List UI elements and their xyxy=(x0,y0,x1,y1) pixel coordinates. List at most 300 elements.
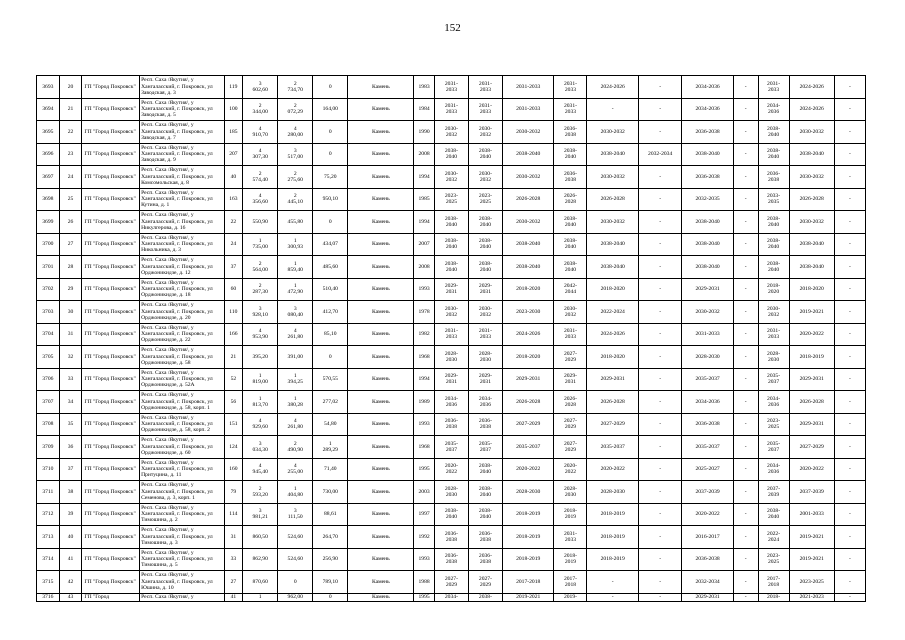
cell-organization: ГП "Город Покровск" xyxy=(82,571,140,594)
cell-row-number: 41 xyxy=(59,548,82,571)
cell-living-area: 2 445,10 xyxy=(278,188,313,211)
cell-wall-material: Камень xyxy=(348,481,414,504)
cell-period-9: 2038- 2040 xyxy=(758,256,789,279)
cell-organization: ГП "Город Покровск" xyxy=(82,211,140,234)
cell-period-4: 2027- 2029 xyxy=(554,436,587,459)
cell-apartments-count: 151 xyxy=(224,413,243,436)
cell-period-9: 2018- xyxy=(758,593,789,601)
cell-period-6: - xyxy=(639,368,682,391)
cell-address: Респ. Саха /Якутия/, у Хангаласский, г. Покровск, ул Заводская, д. 9 xyxy=(140,143,225,166)
cell-period-5: 2020-2022 xyxy=(587,458,639,481)
cell-address: Респ. Саха /Якутия/, у Хангаласский, г. Покровск, ул Тимошина, д. 3 xyxy=(140,526,225,549)
cell-apartments-count: 21 xyxy=(224,346,243,369)
cell-total-area: 2 287,30 xyxy=(243,278,278,301)
cell-period-10: 2038-2040 xyxy=(789,233,834,256)
cell-period-10: 2026-2028 xyxy=(789,188,834,211)
cell-period-7: 2036-2038 xyxy=(682,413,734,436)
cell-period-10: 2021-2023 xyxy=(789,593,834,601)
cell-period-4: 2031- 2033 xyxy=(554,323,587,346)
cell-row-number: 31 xyxy=(59,323,82,346)
cell-total-area: 2 574,40 xyxy=(243,166,278,189)
cell-address: Респ. Саха /Якутия/, у Хангаласский, г. Покровск, ул Заводская, д. 3 xyxy=(140,76,225,99)
cell-wall-material: Камень xyxy=(348,368,414,391)
cell-living-area: 3 080,40 xyxy=(278,301,313,324)
table-row xyxy=(37,481,866,504)
table-row xyxy=(37,143,866,166)
cell-row-number: 28 xyxy=(59,256,82,279)
cell-period-7: 2035-2037 xyxy=(682,368,734,391)
table-row xyxy=(37,436,866,459)
cell-address: Респ. Саха /Якутия/, у Хангаласский, г. Покровск, ул Кутина, д. 1 xyxy=(140,188,225,211)
table-row xyxy=(37,76,866,99)
cell-row-id: 3695 xyxy=(37,121,60,144)
cell-wall-material: Камень xyxy=(348,436,414,459)
cell-row-number: 43 xyxy=(59,593,82,601)
cell-period-6: - xyxy=(639,593,682,601)
table-row xyxy=(37,458,866,481)
cell-organization: ГП "Город xyxy=(82,593,140,601)
cell-period-11: - xyxy=(834,571,865,594)
cell-period-2: 2038- 2040 xyxy=(468,481,502,504)
cell-period-8: - xyxy=(733,143,758,166)
cell-period-9: 2035- 2037 xyxy=(758,436,789,459)
cell-organization: ГП "Город Покровск" xyxy=(82,143,140,166)
cell-period-11: - xyxy=(834,323,865,346)
cell-period-6: - xyxy=(639,458,682,481)
cell-period-1: 2020- 2022 xyxy=(434,458,468,481)
cell-wall-material: Камень xyxy=(348,143,414,166)
cell-address: Респ. Саха /Якутия/, у Хангаласский, г. Покровск, ул Орджоникидзе, д. 58, корп. 2 xyxy=(140,413,225,436)
cell-period-1: 2023- 2025 xyxy=(434,188,468,211)
cell-nonresidential-area: 0 xyxy=(313,76,348,99)
cell-apartments-count: 27 xyxy=(224,571,243,594)
cell-period-6: - xyxy=(639,346,682,369)
cell-wall-material: Камень xyxy=(348,301,414,324)
cell-row-number: 24 xyxy=(59,166,82,189)
cell-period-2: 2023- 2025 xyxy=(468,188,502,211)
cell-row-number: 23 xyxy=(59,143,82,166)
cell-period-4: 2026- 2028 xyxy=(554,391,587,414)
cell-period-1: 2030- 2032 xyxy=(434,166,468,189)
cell-period-4: 2042- 2044 xyxy=(554,278,587,301)
cell-period-8: - xyxy=(733,278,758,301)
cell-row-id: 3703 xyxy=(37,301,60,324)
cell-period-10: 2018-2020 xyxy=(789,278,834,301)
cell-period-11: - xyxy=(834,481,865,504)
cell-period-5: 2038-2040 xyxy=(587,256,639,279)
cell-total-area: 1 813,70 xyxy=(243,391,278,414)
cell-total-area: 4 307,30 xyxy=(243,143,278,166)
cell-build-year: 2008 xyxy=(414,256,435,279)
cell-apartments-count: 166 xyxy=(224,323,243,346)
cell-period-1: 2038- 2040 xyxy=(434,143,468,166)
table-row xyxy=(37,301,866,324)
cell-address: Респ. Саха /Якутия/, у Хангаласский, г. Покровск, ул Орджоникидзе, д. 22 xyxy=(140,323,225,346)
cell-apartments-count: 22 xyxy=(224,211,243,234)
cell-period-1: 2028- 2030 xyxy=(434,346,468,369)
cell-period-2: 2031- 2033 xyxy=(468,98,502,121)
cell-row-id: 3708 xyxy=(37,413,60,436)
table-row xyxy=(37,323,866,346)
cell-apartments-count: 52 xyxy=(224,368,243,391)
cell-period-11: - xyxy=(834,391,865,414)
cell-period-7: 2038-2040 xyxy=(682,143,734,166)
cell-period-3: 2038-2040 xyxy=(502,233,554,256)
cell-living-area: 4 255,00 xyxy=(278,458,313,481)
cell-period-8: - xyxy=(733,233,758,256)
cell-period-2: 2027- 2029 xyxy=(468,571,502,594)
cell-period-4: 2027- 2029 xyxy=(554,346,587,369)
cell-period-2: 2038- 2040 xyxy=(468,233,502,256)
cell-organization: ГП "Город Покровск" xyxy=(82,188,140,211)
cell-row-number: 39 xyxy=(59,503,82,526)
cell-address: Респ. Саха /Якутия/, у Хангаласский, г. Покровск, ул Юшина, д. 10 xyxy=(140,571,225,594)
cell-period-8: - xyxy=(733,368,758,391)
cell-period-2: 2029- 2031 xyxy=(468,368,502,391)
cell-period-5: 2018-2019 xyxy=(587,548,639,571)
table-row xyxy=(37,188,866,211)
cell-period-6: - xyxy=(639,323,682,346)
cell-period-10: 2020-2022 xyxy=(789,323,834,346)
cell-address: Респ. Саха /Якутия/, у Хангаласский, г. Покровск, ул Орджоникидзе, д. 58 xyxy=(140,346,225,369)
cell-build-year: 1994 xyxy=(414,368,435,391)
cell-period-3: 2030-2032 xyxy=(502,211,554,234)
cell-total-area: 1 735,00 xyxy=(243,233,278,256)
cell-period-9: 2035- 2037 xyxy=(758,368,789,391)
cell-period-11: - xyxy=(834,188,865,211)
cell-organization: ГП "Город Покровск" xyxy=(82,391,140,414)
cell-period-1: 2029- 2031 xyxy=(434,368,468,391)
cell-period-11: - xyxy=(834,301,865,324)
table-row xyxy=(37,256,866,279)
cell-period-3: 2038-2040 xyxy=(502,143,554,166)
cell-period-7: 2034-2036 xyxy=(682,76,734,99)
cell-period-3: 2030-2032 xyxy=(502,121,554,144)
cell-period-1: 2036- 2038 xyxy=(434,413,468,436)
cell-living-area: 391,00 xyxy=(278,346,313,369)
cell-row-number: 33 xyxy=(59,368,82,391)
cell-period-9: 2038- 2040 xyxy=(758,211,789,234)
cell-period-8: - xyxy=(733,391,758,414)
cell-period-11: - xyxy=(834,211,865,234)
cell-row-id: 3709 xyxy=(37,436,60,459)
cell-period-1: 2031- 2033 xyxy=(434,98,468,121)
cell-period-11: - xyxy=(834,413,865,436)
cell-period-11: - xyxy=(834,233,865,256)
cell-total-area: 395,20 xyxy=(243,346,278,369)
cell-period-3: 2019-2021 xyxy=(502,593,554,601)
cell-period-2: 2038- 2040 xyxy=(468,211,502,234)
cell-period-10: 2023-2025 xyxy=(789,571,834,594)
cell-period-6: - xyxy=(639,481,682,504)
cell-wall-material: Камень xyxy=(348,166,414,189)
cell-nonresidential-area: 264,70 xyxy=(313,526,348,549)
cell-total-area: 1 819,00 xyxy=(243,368,278,391)
cell-period-6: - xyxy=(639,548,682,571)
cell-nonresidential-area: 485,60 xyxy=(313,256,348,279)
cell-period-10: 2024-2026 xyxy=(789,98,834,121)
cell-period-11: - xyxy=(834,458,865,481)
cell-build-year: 1984 xyxy=(414,98,435,121)
cell-period-4: 2038- 2040 xyxy=(554,256,587,279)
cell-period-9: 2031- 2033 xyxy=(758,76,789,99)
cell-apartments-count: 60 xyxy=(224,278,243,301)
cell-row-id: 3707 xyxy=(37,391,60,414)
cell-period-7: 2035-2037 xyxy=(682,436,734,459)
cell-row-number: 27 xyxy=(59,233,82,256)
cell-period-3: 2018-2020 xyxy=(502,346,554,369)
cell-period-5: 2029-2031 xyxy=(587,368,639,391)
cell-apartments-count: 163 xyxy=(224,188,243,211)
cell-period-2: 2038- 2040 xyxy=(468,503,502,526)
cell-organization: ГП "Город Покровск" xyxy=(82,548,140,571)
cell-period-3: 2018-2020 xyxy=(502,278,554,301)
cell-period-5: 2028-2030 xyxy=(587,481,639,504)
cell-row-id: 3701 xyxy=(37,256,60,279)
cell-period-6: - xyxy=(639,526,682,549)
cell-period-9: 2034- 2036 xyxy=(758,391,789,414)
cell-living-area: 524,60 xyxy=(278,548,313,571)
cell-period-10: 2020-2022 xyxy=(789,458,834,481)
cell-period-8: - xyxy=(733,301,758,324)
cell-period-4: 2036- 2038 xyxy=(554,121,587,144)
cell-address: Респ. Саха /Якутия/, у Хангаласский, г. Покровск, ул Орджоникидзе, д. 52А xyxy=(140,368,225,391)
cell-wall-material: Камень xyxy=(348,76,414,99)
cell-wall-material: Камень xyxy=(348,391,414,414)
cell-period-8: - xyxy=(733,166,758,189)
cell-period-3: 2023-2030 xyxy=(502,301,554,324)
cell-nonresidential-area: 412,70 xyxy=(313,301,348,324)
cell-period-4: 2027- 2029 xyxy=(554,413,587,436)
cell-build-year: 2007 xyxy=(414,233,435,256)
cell-period-3: 2017-2018 xyxy=(502,571,554,594)
cell-total-area: 2 564,00 xyxy=(243,256,278,279)
cell-apartments-count: 41 xyxy=(224,593,243,601)
housing-register-table xyxy=(36,75,866,602)
cell-organization: ГП "Город Покровск" xyxy=(82,368,140,391)
cell-period-3: 2018-2019 xyxy=(502,548,554,571)
cell-living-area: 4 261,80 xyxy=(278,413,313,436)
cell-organization: ГП "Город Покровск" xyxy=(82,503,140,526)
cell-period-8: - xyxy=(733,458,758,481)
cell-wall-material: Камень xyxy=(348,121,414,144)
cell-period-1: 2028- 2030 xyxy=(434,481,468,504)
cell-total-area: 4 356,60 xyxy=(243,188,278,211)
cell-row-number: 38 xyxy=(59,481,82,504)
cell-period-11: - xyxy=(834,278,865,301)
cell-row-id: 3704 xyxy=(37,323,60,346)
cell-total-area: 4 945,40 xyxy=(243,458,278,481)
cell-nonresidential-area: 570,55 xyxy=(313,368,348,391)
cell-period-5: 2018-2019 xyxy=(587,503,639,526)
cell-period-10: 2029-2031 xyxy=(789,368,834,391)
cell-row-id: 3702 xyxy=(37,278,60,301)
cell-total-area: 2 593,20 xyxy=(243,481,278,504)
cell-period-2: 2036- 2038 xyxy=(468,548,502,571)
cell-living-area: 524,60 xyxy=(278,526,313,549)
cell-period-5: - xyxy=(587,593,639,601)
cell-period-5: 2018-2020 xyxy=(587,278,639,301)
cell-period-6: - xyxy=(639,391,682,414)
cell-living-area: 455,80 xyxy=(278,211,313,234)
cell-period-8: - xyxy=(733,121,758,144)
cell-period-6: - xyxy=(639,278,682,301)
cell-period-9: 2022- 2024 xyxy=(758,526,789,549)
cell-period-7: 2038-2040 xyxy=(682,233,734,256)
cell-nonresidential-area: 789,10 xyxy=(313,571,348,594)
cell-period-10: 2001-2033 xyxy=(789,503,834,526)
cell-period-9: 2034- 2036 xyxy=(758,98,789,121)
cell-period-2: 2030- 2032 xyxy=(468,166,502,189)
cell-period-1: 2034- xyxy=(434,593,468,601)
cell-living-area: 4 261,80 xyxy=(278,323,313,346)
cell-period-1: 2036- 2038 xyxy=(434,526,468,549)
cell-period-10: 2018-2019 xyxy=(789,346,834,369)
cell-nonresidential-area: 256,90 xyxy=(313,548,348,571)
cell-build-year: 1982 xyxy=(414,323,435,346)
cell-wall-material: Камень xyxy=(348,571,414,594)
cell-period-9: 2023- 2025 xyxy=(758,548,789,571)
cell-period-7: 2037-2039 xyxy=(682,481,734,504)
cell-period-5: 2030-2032 xyxy=(587,211,639,234)
cell-period-11: - xyxy=(834,166,865,189)
cell-address: Респ. Саха /Якутия/, у Хангаласский, г. Покровск, ул Орджоникидзе, д. 20 xyxy=(140,301,225,324)
cell-period-10: 2019-2021 xyxy=(789,526,834,549)
cell-apartments-count: 56 xyxy=(224,391,243,414)
cell-period-10: 2026-2028 xyxy=(789,391,834,414)
cell-period-5: - xyxy=(587,98,639,121)
cell-row-number: 36 xyxy=(59,436,82,459)
cell-living-area: 1 380,28 xyxy=(278,391,313,414)
cell-total-area: 3 981,21 xyxy=(243,503,278,526)
cell-period-10: 2019-2021 xyxy=(789,301,834,324)
cell-address: Респ. Саха /Якутия/, у Хангаласский, г. Покровск, ул Тимошина, д. 2 xyxy=(140,503,225,526)
cell-period-5: 2018-2020 xyxy=(587,346,639,369)
cell-address: Респ. Саха /Якутия/, у Хангаласский, г. Покровск, ул Комсомольская, д. 8 xyxy=(140,166,225,189)
cell-wall-material: Камень xyxy=(348,188,414,211)
cell-build-year: 1994 xyxy=(414,166,435,189)
cell-period-8: - xyxy=(733,503,758,526)
cell-period-4: 2036- 2038 xyxy=(554,166,587,189)
cell-organization: ГП "Город Покровск" xyxy=(82,526,140,549)
cell-organization: ГП "Город Покровск" xyxy=(82,166,140,189)
cell-total-area: 4 910,70 xyxy=(243,121,278,144)
cell-period-6: - xyxy=(639,211,682,234)
cell-nonresidential-area: 164,00 xyxy=(313,98,348,121)
cell-row-number: 35 xyxy=(59,413,82,436)
cell-address: Респ. Саха /Якутия/, у xyxy=(140,593,225,601)
cell-organization: ГП "Город Покровск" xyxy=(82,278,140,301)
cell-period-8: - xyxy=(733,413,758,436)
cell-period-2: 2031- 2033 xyxy=(468,323,502,346)
table-body xyxy=(37,76,866,602)
cell-period-8: - xyxy=(733,548,758,571)
cell-period-5: 2024-2026 xyxy=(587,76,639,99)
cell-period-9: 2033- 2035 xyxy=(758,188,789,211)
cell-apartments-count: 31 xyxy=(224,526,243,549)
cell-wall-material: Камень xyxy=(348,458,414,481)
table-row xyxy=(37,571,866,594)
cell-address: Респ. Саха /Якутия/, у Хангаласский, г. Покровск, ул Притуцина, д. 11 xyxy=(140,458,225,481)
cell-period-9: 2028- 2030 xyxy=(758,346,789,369)
cell-period-10: 2024-2026 xyxy=(789,76,834,99)
cell-row-id: 3699 xyxy=(37,211,60,234)
cell-period-8: - xyxy=(733,571,758,594)
cell-organization: ГП "Город Покровск" xyxy=(82,346,140,369)
cell-period-2: 2038- 2040 xyxy=(468,143,502,166)
table-row xyxy=(37,526,866,549)
cell-build-year: 1997 xyxy=(414,503,435,526)
table-row xyxy=(37,98,866,121)
cell-period-4: 2031- 2033 xyxy=(554,98,587,121)
cell-period-10: 2037-2039 xyxy=(789,481,834,504)
cell-period-10: 2038-2040 xyxy=(789,256,834,279)
cell-period-7: 2038-2040 xyxy=(682,256,734,279)
cell-period-7: 2034-2036 xyxy=(682,391,734,414)
cell-period-1: 2031- 2033 xyxy=(434,76,468,99)
cell-period-8: - xyxy=(733,481,758,504)
cell-period-5: 2038-2040 xyxy=(587,233,639,256)
cell-period-3: 2030-2032 xyxy=(502,166,554,189)
cell-period-6: - xyxy=(639,503,682,526)
cell-nonresidential-area: 434,07 xyxy=(313,233,348,256)
cell-period-3: 2024-2026 xyxy=(502,323,554,346)
cell-build-year: 1992 xyxy=(414,526,435,549)
cell-total-area: 550,90 xyxy=(243,211,278,234)
cell-nonresidential-area: 510,40 xyxy=(313,278,348,301)
cell-address: Респ. Саха /Якутия/, у Хангаласский, г. Покровск, ул Семенова, д. 3, корп. 1 xyxy=(140,481,225,504)
cell-period-11: - xyxy=(834,503,865,526)
cell-living-area: 1 404,80 xyxy=(278,481,313,504)
cell-organization: ГП "Город Покровск" xyxy=(82,323,140,346)
cell-period-8: - xyxy=(733,256,758,279)
cell-nonresidential-area: 0 xyxy=(313,211,348,234)
cell-row-number: 29 xyxy=(59,278,82,301)
cell-wall-material: Камень xyxy=(348,548,414,571)
cell-period-6: - xyxy=(639,188,682,211)
cell-living-area: 962,00 xyxy=(278,593,313,601)
cell-apartments-count: 207 xyxy=(224,143,243,166)
cell-period-2: 2038- xyxy=(468,593,502,601)
cell-period-7: 2029-2031 xyxy=(682,278,734,301)
cell-period-9: 2017- 2018 xyxy=(758,571,789,594)
cell-row-number: 21 xyxy=(59,98,82,121)
cell-row-number: 34 xyxy=(59,391,82,414)
cell-period-11: - xyxy=(834,143,865,166)
cell-period-2: 2038- 2040 xyxy=(468,256,502,279)
cell-wall-material: Камень xyxy=(348,503,414,526)
cell-total-area: 2 344,00 xyxy=(243,98,278,121)
cell-period-5: 2018-2019 xyxy=(587,526,639,549)
cell-period-4: 2030- 2032 xyxy=(554,301,587,324)
cell-period-7: 2036-2038 xyxy=(682,121,734,144)
cell-row-id: 3710 xyxy=(37,458,60,481)
table-row xyxy=(37,503,866,526)
cell-living-area: 1 300,93 xyxy=(278,233,313,256)
cell-address: Респ. Саха /Якутия/, у Хангаласский, г. Покровск, ул Никольника, д. 3 xyxy=(140,233,225,256)
cell-period-2: 2036- 2038 xyxy=(468,413,502,436)
cell-period-8: - xyxy=(733,436,758,459)
cell-wall-material: Камень xyxy=(348,211,414,234)
cell-period-2: 2035- 2037 xyxy=(468,436,502,459)
cell-wall-material: Камень xyxy=(348,98,414,121)
cell-living-area: 0 xyxy=(278,571,313,594)
cell-period-6: - xyxy=(639,256,682,279)
table-row xyxy=(37,278,866,301)
cell-build-year: 1994 xyxy=(414,211,435,234)
cell-period-6: - xyxy=(639,413,682,436)
cell-period-2: 2030- 2032 xyxy=(468,121,502,144)
